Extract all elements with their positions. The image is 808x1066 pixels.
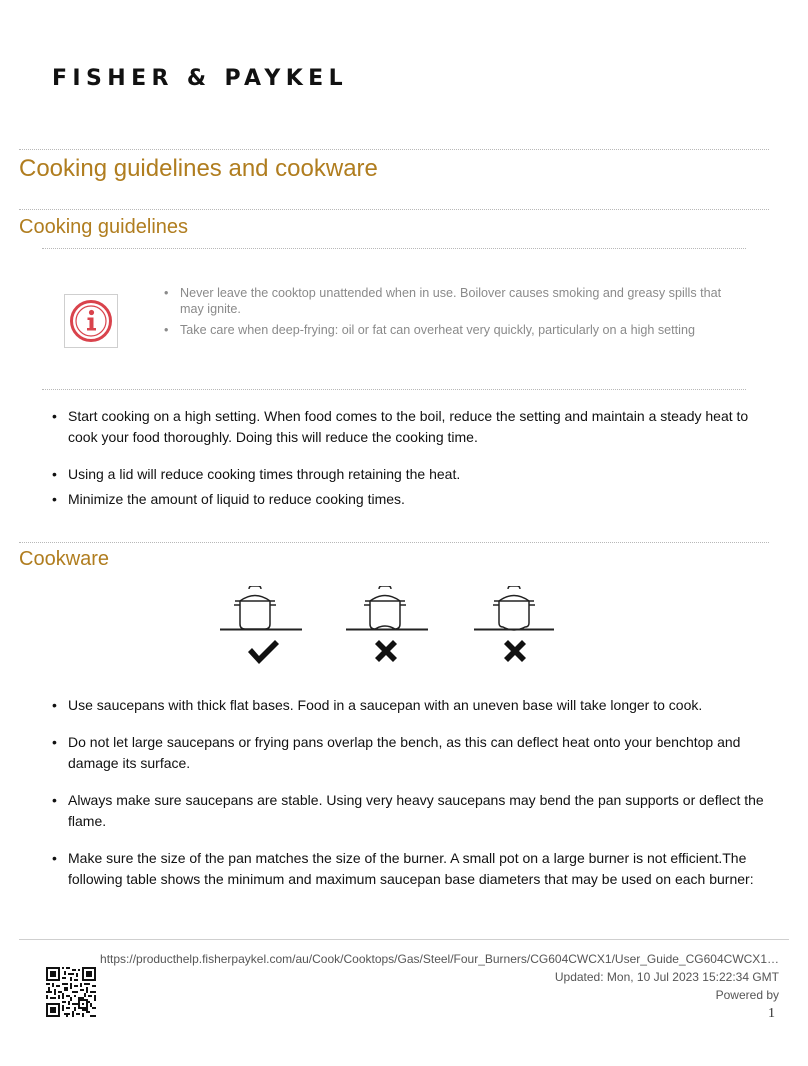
warning-item: • Never leave the cooktop unattended when in use. Boilover causes smoking and greasy spills that may ignite.: [164, 286, 724, 317]
qr-code: [46, 967, 96, 1017]
divider: [19, 149, 769, 150]
cross-icon: [504, 640, 526, 662]
divider: [42, 389, 746, 390]
warning-item: • Take care when deep-frying: oil or fat can overheat very quickly, particularly on a high setting: [164, 323, 724, 339]
list-item: • Do not let large saucepans or frying pans overlap the bench, as this can deflect heat onto your benchtop and damage its surface.: [52, 732, 772, 774]
updated-timestamp: Updated: Mon, 10 Jul 2023 15:22:34 GMT: [554, 970, 779, 984]
cookware-illustration: [218, 586, 558, 670]
list-item: • Make sure the size of the pan matches the size of the burner. A small pot on a large burner is not efficient.The following table shows the minimum and maximum saucepan base diameters that may be used on each burner:: [52, 848, 772, 890]
brand-logo: FISHER & PAYKEL: [52, 66, 348, 91]
divider: [19, 542, 769, 543]
page-title: Cooking guidelines and cookware: [19, 155, 378, 182]
list-item: • Using a lid will reduce cooking times through retaining the heat.: [52, 464, 772, 485]
check-icon: [248, 640, 279, 664]
page-number: 1: [768, 1006, 775, 1021]
warning-icon: [64, 294, 118, 348]
section-heading-cooking-guidelines: Cooking guidelines: [19, 216, 189, 238]
powered-by: Powered by: [715, 988, 779, 1002]
warning-list: [164, 286, 724, 345]
cooking-tips-list: [52, 406, 772, 510]
pot-flat-base: [220, 586, 302, 630]
list-item: • Use saucepans with thick flat bases. Food in a saucepan with an uneven base will take longer to cook.: [52, 695, 772, 716]
cross-icon: [375, 640, 397, 662]
cookware-tips-list: [52, 695, 772, 890]
list-item: • Minimize the amount of liquid to reduce cooking times.: [52, 489, 772, 510]
footer-divider: [19, 939, 789, 940]
divider: [19, 209, 769, 210]
divider: [42, 248, 746, 249]
section-heading-cookware: Cookware: [19, 548, 110, 570]
source-url[interactable]: https://producthelp.fisherpaykel.com/au/Cook/Cooktops/Gas/Steel/Four_Burners/CG604CWCX1/User_Guide_CG604CWCX1…: [100, 952, 779, 966]
list-item: • Start cooking on a high setting. When food comes to the boil, reduce the setting and maintain a steady heat to cook your food thoroughly. Doing this will reduce the cooking time.: [52, 406, 772, 448]
pot-concave-base: [346, 586, 428, 630]
list-item: • Always make sure saucepans are stable. Using very heavy saucepans may bend the pan supports or deflect the flame.: [52, 790, 772, 832]
pot-convex-base: [474, 586, 554, 630]
